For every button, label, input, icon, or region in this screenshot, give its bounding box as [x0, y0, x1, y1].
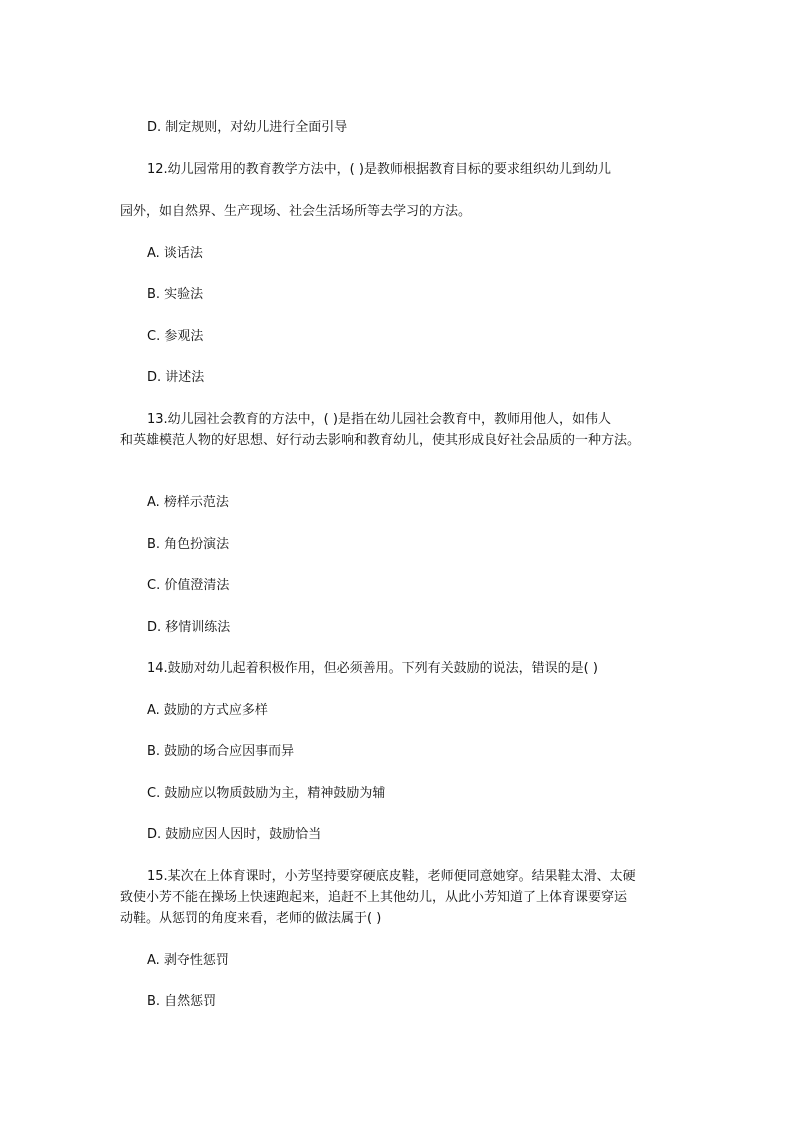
- q14-option-a: A. 鼓励的方式应多样: [147, 703, 268, 718]
- q14-stem-line1: 14.鼓励对幼儿起着积极作用，但必须善用。下列有关鼓励的说法，错误的是( ): [147, 661, 598, 676]
- q13-option-b: B. 角色扮演法: [147, 537, 230, 552]
- q15-option-a: A. 剥夺性惩罚: [147, 953, 229, 968]
- q13-stem-line1: 13.幼儿园社会教育的方法中，( )是指在幼儿园社会教育中，教师用他人，如伟人: [147, 412, 611, 427]
- q11-option-d: D. 制定规则，对幼儿进行全面引导: [147, 120, 348, 135]
- q13-option-a: A. 榜样示范法: [147, 495, 229, 510]
- q12-option-c: C. 参观法: [147, 329, 204, 344]
- q12-option-d: D. 讲述法: [147, 370, 205, 385]
- q14-option-c: C. 鼓励应以物质鼓励为主，精神鼓励为辅: [147, 786, 386, 801]
- q13-stem-line2: 和英雄模范人物的好思想、好行动去影响和教育幼儿，使其形成良好社会品质的一种方法。: [120, 433, 641, 448]
- q13-option-c: C. 价值澄清法: [147, 578, 230, 593]
- q14-option-d: D. 鼓励应因人因时，鼓励恰当: [147, 827, 322, 842]
- q14-option-b: B. 鼓励的场合应因事而异: [147, 744, 295, 759]
- q15-stem-line3: 动鞋。从惩罚的角度来看，老师的做法属于( ): [120, 911, 382, 926]
- q13-option-d: D. 移情训练法: [147, 620, 231, 635]
- q15-stem-line1: 15.某次在上体育课时，小芳坚持要穿硬底皮鞋，老师便同意她穿。结果鞋太滑、太硬: [147, 869, 636, 884]
- q15-option-b: B. 自然惩罚: [147, 994, 217, 1009]
- q12-stem-line1: 12.幼儿园常用的教育教学方法中，( )是教师根据教育目标的要求组织幼儿到幼儿: [147, 162, 611, 177]
- q12-stem-line2: 园外，如自然界、生产现场、社会生活场所等去学习的方法。: [120, 204, 472, 219]
- q12-option-b: B. 实验法: [147, 287, 204, 302]
- q15-stem-line2: 致使小芳不能在操场上快速跑起来，追赶不上其他幼儿，从此小芳知道了上体育课要穿运: [120, 890, 628, 905]
- q12-option-a: A. 谈话法: [147, 246, 203, 261]
